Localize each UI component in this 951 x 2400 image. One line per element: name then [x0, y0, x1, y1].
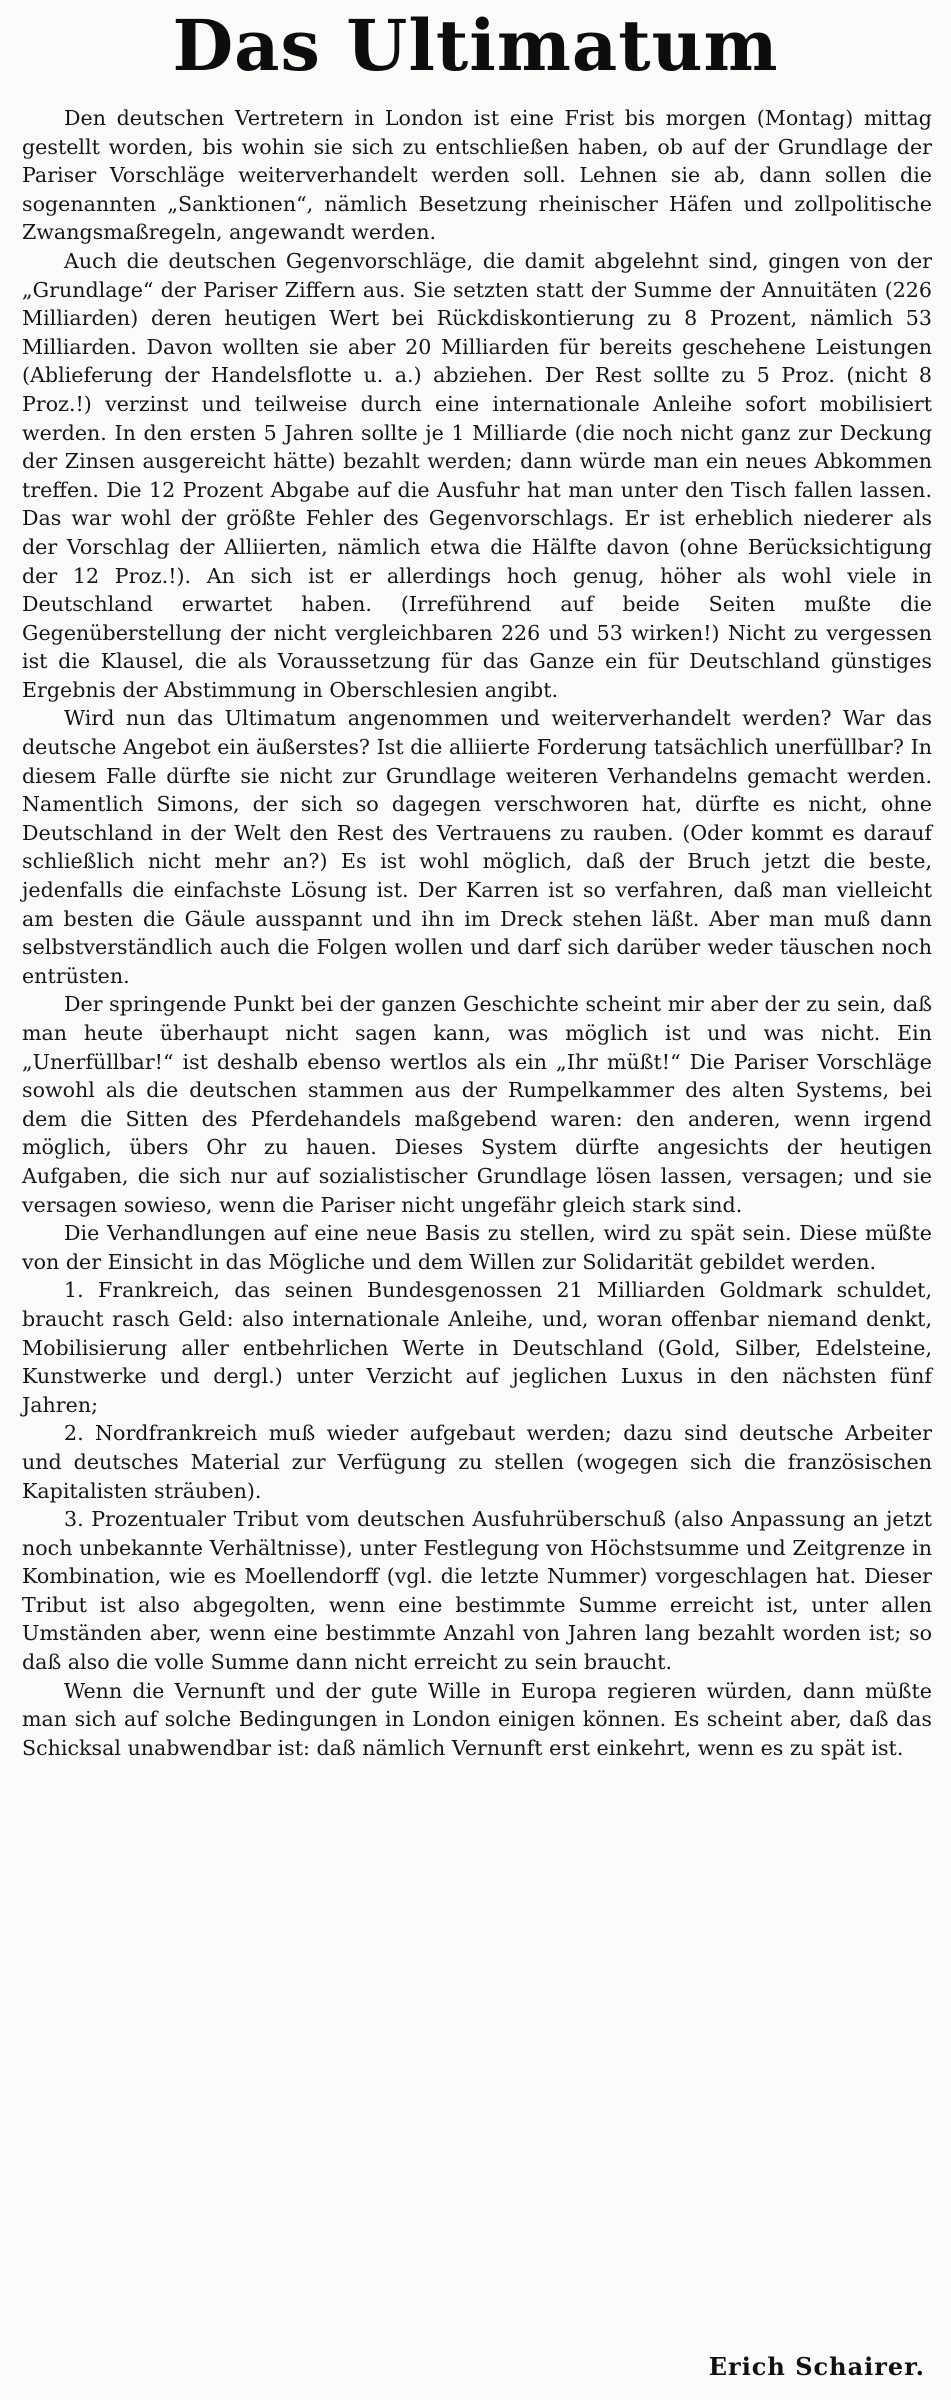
author-signature: Erich Schairer. [708, 2352, 925, 2381]
article-paragraph: Die Verhandlungen auf eine neue Basis zu stellen, wird zu spät sein. Diese müßte von der Einsicht in das Mögliche und dem Willen zur Solidarität gebildet werden. [22, 1221, 932, 1274]
article-title: Das Ultimatum [172, 4, 779, 87]
article-body [22, 104, 932, 1762]
article-paragraph: Auch die deutschen Gegenvorschläge, die damit abgelehnt sind, gingen von der „Grundlage“ der Pariser Ziffern aus. Sie setzten statt der Summe der Annuitäten (226 Milliarden) deren heutigen Wert bei Rückdiskontierung zu 8 Prozent, nämlich 53 Milliarden. Davon wollten sie aber 20 Milliarden für bereits geschehene Leistungen (Ablieferung der Handelsflotte u. a.) abziehen. Der Rest sollte zu 5 Proz. (nicht 8 Proz.!) verzinst und teilweise durch eine internationale Anleihe sofort mobilisiert werden. In den ersten 5 Jahren sollte je 1 Milliarde (die noch nicht ganz zur Deckung der Zinsen ausgereicht hätte) bezahlt werden; dann würde man ein neues Abkommen treffen. Die 12 Prozent Abgabe auf die Ausfuhr hat man unter den Tisch fallen lassen. Das war wohl der größte Fehler des Gegenvorschlags. Er ist erheblich niederer als der Vorschlag der Alliierten, nämlich etwa die Hälfte davon (ohne Berücksichtigung der 12 Proz.!). An sich ist er allerdings hoch genug, höher als wohl viele in Deutschland erwartet haben. (Irreführend auf beide Seiten mußte die Gegenüberstellung der nicht vergleichbaren 226 und 53 wirken!) Nicht zu vergessen ist die Klausel, die als Voraussetzung für das Ganze ein für Deutschland günstiges Ergebnis der Abstimmung in Oberschlesien angibt. [22, 248, 932, 702]
article-paragraph: Wird nun das Ultimatum angenommen und weiterverhandelt werden? War das deutsche Angebot ein äußerstes? Ist die alliierte Forderung tatsächlich unerfüllbar? In diesem Falle dürfte sie nicht zur Grundlage weiteren Verhandelns gemacht werden. Namentlich Simons, der sich so dagegen verschworen hat, dürfte es nicht, ohne Deutschland in der Welt den Rest des Vertrauens zu rauben. (Oder kommt es darauf schließlich nicht mehr an?) Es ist wohl möglich, daß der Bruch jetzt die beste, jedenfalls die einfachste Lösung ist. Der Karren ist so verfahren, daß man vielleicht am besten die Gäule ausspannt und ihn im Dreck stehen läßt. Aber man muß dann selbstverständlich auch die Folgen wollen und darf sich darüber weder täuschen noch entrüsten. [22, 706, 932, 988]
numbered-point: 3. Prozentualer Tribut vom deutschen Ausfuhrüberschuß (also Anpassung an jetzt noch unbekannte Verhältnisse), unter Festlegung von Höchstsumme und Zeitgrenze in Kombination, wie es Moellendorff (vgl. die letzte Nummer) vorgeschlagen hat. Dieser Tribut ist also abgegolten, wenn eine bestimmte Summe erreicht ist, unter allen Umständen aber, wenn eine bestimmte Anzahl von Jahren lang bezahlt worden ist; so daß also die volle Summe dann nicht erreicht zu sein braucht. [22, 1507, 932, 1675]
article-paragraph: Den deutschen Vertretern in London ist eine Frist bis morgen (Montag) mittag gestellt worden, bis wohin sie sich zu entschließen haben, ob auf der Grundlage der Pariser Vorschläge weiterverhandelt werden soll. Lehnen sie ab, dann sollen die sogenannten „Sanktionen“, nämlich Besetzung rheinischer Häfen und zollpolitische Zwangsmaßregeln, angewandt werden. [22, 106, 932, 245]
numbered-point: 1. Frankreich, das seinen Bundesgenossen 21 Milliarden Goldmark schuldet, braucht rasch Geld: also internationale Anleihe, und, woran offenbar niemand denkt, Mobilisierung aller entbehrlichen Werte in Deutschland (Gold, Silber, Edelsteine, Kunstwerke und dergl.) unter Verzicht auf jeglichen Luxus in den nächsten fünf Jahren; [22, 1278, 932, 1417]
article-paragraph: Wenn die Vernunft und der gute Wille in Europa regieren würden, dann müßte man sich auf solche Bedingungen in London einigen können. Es scheint aber, daß das Schicksal unabwendbar ist: daß nämlich Vernunft erst einkehrt, wenn es zu spät ist. [22, 1678, 932, 1760]
numbered-point: 2. Nordfrankreich muß wieder aufgebaut werden; dazu sind deutsche Arbeiter und deutsches Material zur Verfügung zu stellen (wogegen sich die französischen Kapitalisten sträuben). [22, 1421, 932, 1503]
article-paragraph: Der springende Punkt bei der ganzen Geschichte scheint mir aber der zu sein, daß man heute überhaupt nicht sagen kann, was möglich ist und was nicht. Ein „Unerfüllbar!“ ist deshalb ebenso wertlos als ein „Ihr müßt!“ Die Pariser Vorschläge sowohl als die deutschen stammen aus der Rumpelkammer des alten Systems, bei dem die Sitten des Pferdehandels maßgebend waren: den anderen, wenn irgend möglich, übers Ohr zu hauen. Dieses System dürfte angesichts der heutigen Aufgaben, die sich nur auf sozialistischer Grundlage lösen lassen, versagen; und sie versagen sowieso, wenn die Pariser nicht ungefähr gleich stark sind. [22, 992, 932, 1217]
